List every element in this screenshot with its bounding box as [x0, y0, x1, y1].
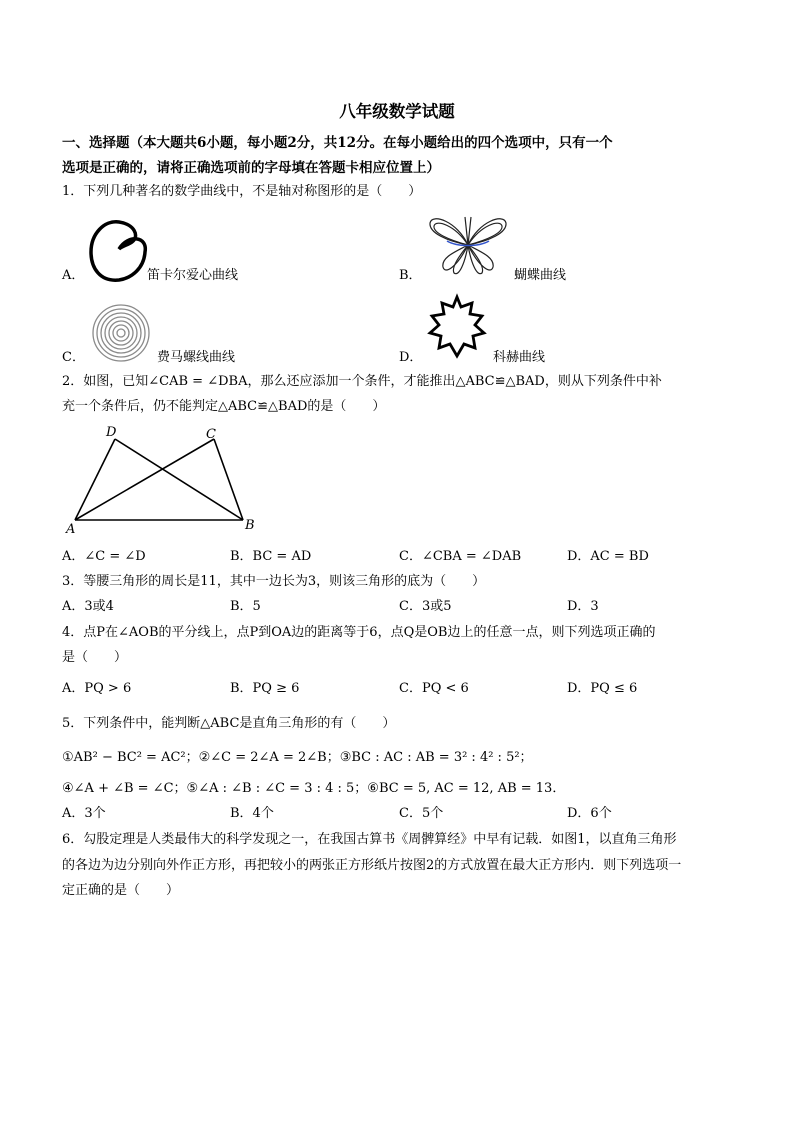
q2-option-d: D．AC = BD [567, 549, 649, 564]
q2-stem-line1: 2．如图，已知∠CAB = ∠DBA，那么还应添加一个条件，才能推出△ABC≌△BAD，则从下列条件中补 [62, 374, 662, 389]
page-title: 八年级数学试题 [339, 102, 455, 121]
cardioid-icon [88, 216, 150, 286]
q2-option-a: A．∠C = ∠D [62, 549, 146, 564]
q5-option-a: A．3个 [62, 806, 106, 821]
q3-option-a: A．3或4 [62, 599, 114, 614]
q4-stem-line2: 是（ ） [62, 650, 128, 665]
section-heading-line1: 一、选择题（本大题共6小题，每小题2分，共12分。在每小题给出的四个选项中，只有一个 [62, 135, 613, 151]
q2-label-d: D [106, 425, 117, 440]
q1-option-a-text: 笛卡尔爱心曲线 [147, 268, 239, 283]
q5-option-c: C．5个 [399, 806, 444, 821]
q5-conditions-line2: ④∠A + ∠B = ∠C；⑤∠A : ∠B : ∠C = 3 : 4 : 5；⑥BC = 5, AC = 12, AB = 13． [62, 781, 566, 796]
q5-option-d: D．6个 [567, 806, 612, 821]
q2-label-c: C [206, 427, 216, 442]
q4-stem-line1: 4．点P在∠AOB的平分线上，点P到OA边的距离等于6，点Q是OB边上的任意一点，则下列选项正确的 [62, 625, 656, 640]
q1-option-b-letter: B． [399, 268, 422, 283]
q6-stem-line2: 的各边为边分别向外作正方形，再把较小的两张正方形纸片按图2的方式放置在最大正方形内．则下列选项一 [62, 858, 682, 873]
q4-option-b: B．PQ ≥ 6 [230, 681, 300, 696]
q3-stem: 3．等腰三角形的周长是11，其中一边长为3，则该三角形的底为（ ） [62, 574, 486, 589]
section-heading-line2: 选项是正确的，请将正确选项前的字母填在答题卡相应位置上） [62, 160, 440, 176]
q6-stem-line1: 6．勾股定理是人类最伟大的科学发现之一，在我国古算书《周髀算经》中早有记载．如图1，以直角三角形 [62, 832, 677, 847]
q2-stem-line2: 充一个条件后，仍不能判定△ABC≌△BAD的是（ ） [62, 399, 386, 414]
q5-option-b: B．4个 [230, 806, 274, 821]
q5-stem: 5．下列条件中，能判断△ABC是直角三角形的有（ ） [62, 716, 396, 731]
q1-option-c-text: 费马螺线曲线 [157, 350, 236, 365]
q2-option-b: B．BC = AD [230, 549, 312, 564]
q1-option-d-letter: D． [399, 350, 423, 365]
butterfly-curve-icon [427, 211, 509, 279]
q1-option-b-text: 蝴蝶曲线 [514, 268, 567, 283]
q5-conditions-line1: ①AB² − BC² = AC²；②∠C = 2∠A = 2∠B；③BC : AC : AB = 3² : 4² : 5²； [62, 750, 533, 765]
q4-option-c: C．PQ < 6 [399, 681, 469, 696]
q1-option-c-letter: C． [62, 350, 85, 365]
q6-stem-line3: 定正确的是（ ） [62, 883, 180, 898]
q2-triangle-figure [62, 422, 262, 542]
koch-snowflake-icon [424, 294, 490, 360]
q3-option-c: C．3或5 [399, 599, 452, 614]
q3-option-d: D．3 [567, 599, 599, 614]
q2-option-c: C．∠CBA = ∠DAB [399, 549, 522, 564]
q1-stem: 1．下列几种著名的数学曲线中，不是轴对称图形的是（ ） [62, 184, 422, 199]
q1-option-a-letter: A． [62, 268, 85, 283]
q2-label-a: A [66, 522, 76, 537]
q4-option-d: D．PQ ≤ 6 [567, 681, 638, 696]
q3-option-b: B．5 [230, 599, 261, 614]
q2-label-b: B [245, 518, 255, 533]
fermat-spiral-icon [88, 304, 154, 362]
q1-option-d-text: 科赫曲线 [493, 350, 546, 365]
q4-option-a: A．PQ > 6 [62, 681, 132, 696]
